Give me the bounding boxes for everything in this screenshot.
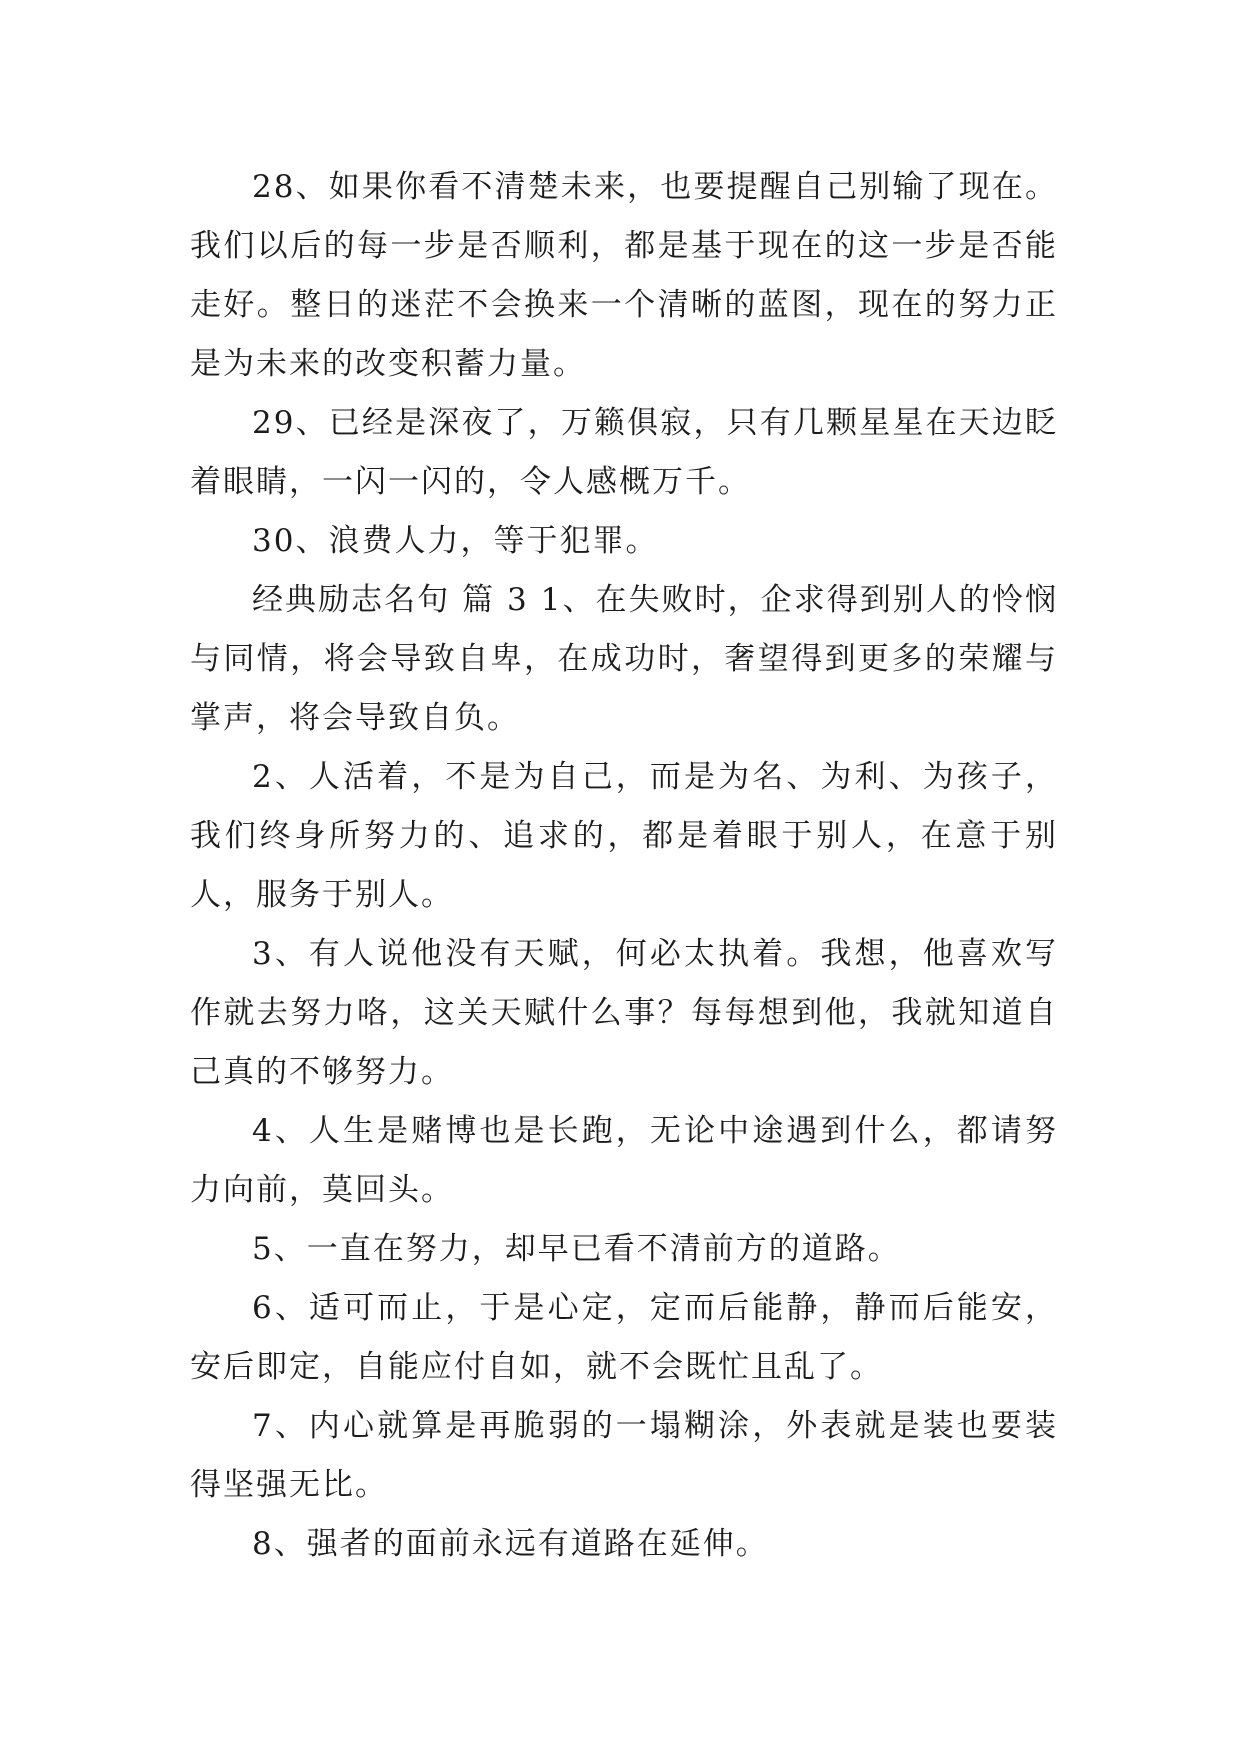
paragraph-28: 28、如果你看不清楚未来，也要提醒自己别输了现在。我们以后的每一步是否顺利，都是基于现在的这一步是否能走好。整日的迷茫不会换来一个清晰的蓝图，现在的努力正是为未来的改变积蓄力量。 [190, 169, 1058, 382]
paragraph-6: 6、适可而止，于是心定，定而后能静，静而后能安，安后即定，自能应付自如，就不会既忙且乱了。 [190, 1290, 1058, 1385]
paragraph-8: 8、强者的面前永远有道路在延伸。 [252, 1526, 769, 1562]
document-body [190, 158, 1058, 1574]
paragraph-2: 2、人活着，不是为自己，而是为名、为利、为孩子，我们终身所努力的、追求的，都是着眼于别人，在意于别人，服务于别人。 [190, 759, 1058, 913]
paragraph-29: 29、已经是深夜了，万籁俱寂，只有几颗星星在天边眨着眼睛，一闪一闪的，令人感概万千。 [190, 405, 1058, 500]
paragraph-5: 5、一直在努力，却早已看不清前方的道路。 [252, 1231, 901, 1267]
paragraph-7: 7、内心就算是再脆弱的一塌糊涂，外表就是装也要装得坚强无比。 [190, 1408, 1058, 1503]
paragraph-3: 3、有人说他没有天赋，何必太执着。我想，他喜欢写作就去努力咯，这关天赋什么事？每每想到他，我就知道自己真的不够努力。 [190, 936, 1058, 1090]
paragraph-section-3-item-1: 经典励志名句 篇 3 1、在失败时，企求得到别人的怜悯与同情，将会导致自卑，在成功时，奢望得到更多的荣耀与掌声，将会导致自负。 [190, 582, 1058, 736]
paragraph-30: 30、浪费人力，等于犯罪。 [252, 523, 659, 559]
paragraph-4: 4、人生是赌博也是长跑，无论中途遇到什么，都请努力向前，莫回头。 [190, 1113, 1058, 1208]
